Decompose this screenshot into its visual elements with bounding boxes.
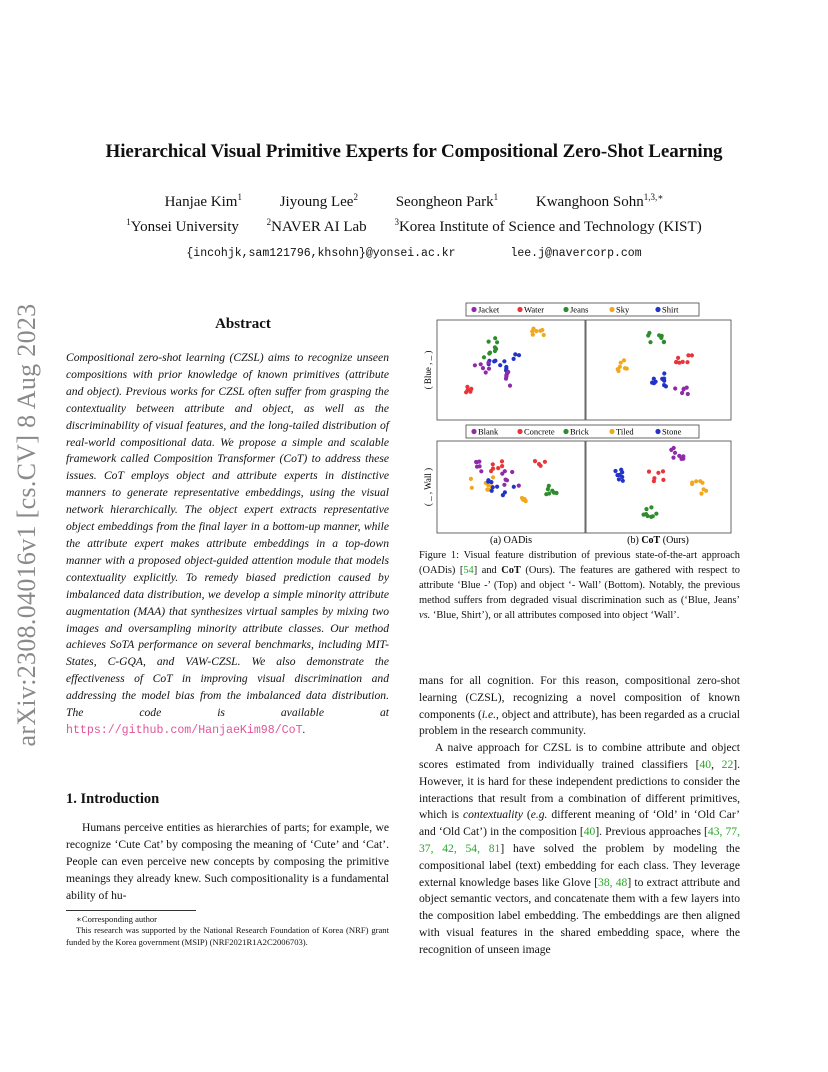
scatter-point [649,505,653,509]
scatter-point [491,485,495,489]
scatter-point [517,484,521,488]
scatter-point [486,483,490,487]
citation-40[interactable]: 40 [699,757,712,771]
scatter-point [491,475,495,479]
scatter-point [651,514,655,518]
scatter-point [676,356,680,360]
affiliation-list [0,219,828,236]
scatter-point [681,454,685,458]
panel-cot-bottom [586,441,731,533]
top-legend-marker-jeans [563,307,568,312]
footnote-corresponding: ∗Corresponding author [76,914,158,924]
scatter-point [493,345,497,349]
top-legend-marker-jacket [471,307,476,312]
scatter-point [487,340,491,344]
scatter-point [673,386,677,390]
email-naver: lee.j@navercorp.com [510,247,642,260]
scatter-point [677,361,681,365]
scatter-point [644,507,648,511]
paragraph-naive-approach: A naive approach for CZSL is to combine attribute and object scores estimated from individually trained classifiers [40, 22]. However, it is hard for these independent predictions to consider the interactions that result from a combination of different primitives, which is contextuality (e.g. different meaning of ‘Old’ in ‘Old Car’ and ‘Old Cat’) in the composition [40]. Previous approaches [43, 77, 37, 42, 54, 81] have solved the problem by modeling the compositional label (text) embedding for each class. They leverage external knowledge bases like Glove [38, 48] to extract attribute and object semantic vectors, and concatenate them with a few layers into the composition label embedding. The embeddings are then aligned with visual features in the shared embedding space, where the recognition of unseen image [419,741,741,956]
citation-40-b[interactable]: 40 [583,825,596,839]
scatter-point [495,340,499,344]
scatter-point [493,336,497,340]
scatter-point [702,487,706,491]
top-legend-marker-water [517,307,522,312]
scatter-point [662,379,666,383]
abstract-text: Compositional zero-shot learning (CZSL) aims to recognize unseen compositions with prior knowledge of known primitives (attribute and object). Previous works for CZSL often suffer from grasping the contextuality between attribute and object, as well as the discriminability of visual features, and the long-tailed distribution of real-world compositional data. We propose a simple and scalable framework called Composition Transformer (CoT) to address these issues. CoT employs object and attribute experts in distinctive manners to generate representative embeddings, using the visual network hierarchically. The object expert extracts representative object embeddings from the final layer in a bottom-up manner, while the attribute expert makes attribute embeddings in a top-down manner with a proposed object-guided attention module that models contextuality explicitly. To remedy biased prediction caused by imbalanced data distribution, we develop a simple minority attribute augmentation (MAA) that synthesizes virtual samples by mixing two images and oversampling minority attribute classes. Our method achieves SoTA performance on several benchmarks, including MIT-States, C-GQA, and VAW-CZSL. We also demonstrate the effectiveness of CoT in improving visual discrimination and addressing the model bias from the imbalanced data distribution. The code is available at [66,351,389,720]
author-list [0,194,828,211]
scatter-point [685,360,689,364]
citation-group-a[interactable]: 43, 77, 37, 42, 54, 81 [419,825,740,855]
bottom-legend-label-blank: Blank [478,426,499,437]
scatter-point [505,478,509,482]
scatter-point [621,479,625,483]
scatter-point [479,362,483,366]
author-1: Hanjae Kim$^1$ [164,192,242,210]
scatter-point [496,466,500,470]
citation-group-b[interactable]: 38, 48 [598,875,628,889]
arxiv-id: arXiv:2308.04016v1 [cs.CV] 8 Aug 2023 [12,303,41,747]
scatter-point [498,363,502,367]
email-list [0,247,828,260]
author-2: Jiyoung Lee$^2$ [279,192,358,210]
scatter-point [479,469,483,473]
footnote-funding: This research was supported by the National Research Foundation of Korea (NRF) grant funded by the Korea government (MSIP) (NRF2021R1A2C2006703). [66,925,389,947]
scatter-point [547,491,551,495]
top-legend-label-jeans: Jeans [570,304,589,315]
sublabel-cot: (b) CoT (Ours) [627,535,689,546]
scatter-point [500,464,504,468]
scatter-point [487,367,491,371]
scatter-point [664,384,668,388]
scatter-point [524,499,528,503]
top-legend-marker-shirt [655,307,660,312]
scatter-point [690,481,694,485]
scatter-point [533,459,537,463]
scatter-point [503,490,507,494]
scatter-point [512,485,516,489]
scatter-point [502,483,506,487]
affiliation-3: $^3$Korea Institute of Science and Technology (KIST) [394,217,702,235]
scatter-point [542,333,546,337]
figure-1 [422,298,740,550]
top-legend-label-water: Water [524,304,545,315]
scatter-point [489,469,493,473]
bottom-legend-marker-tiled [609,429,614,434]
scatter-point [662,340,666,344]
bottom-legend-marker-brick [563,429,568,434]
scatter-point [517,353,521,357]
top-legend-marker-sky [609,307,614,312]
panel-oadis-bottom [437,441,585,533]
scatter-point [661,469,665,473]
top-legend-label-sky: Sky [616,304,630,315]
ylabel-bottom: ( _ , Wall ) [423,467,433,507]
scatter-point [538,329,542,333]
scatter-point [699,492,703,496]
bottom-legend-label-brick: Brick [570,426,589,437]
scatter-point [486,361,490,365]
scatter-point [690,353,694,357]
scatter-point [500,459,504,463]
abstract-heading: Abstract [215,316,271,332]
scatter-point [493,359,497,363]
scatter-point [469,477,473,481]
code-link[interactable]: https://github.com/HanjaeKim98/CoT [66,723,303,737]
scatter-point [504,377,508,381]
bottom-legend-label-concrete: Concrete [524,426,555,437]
scatter-point [622,358,626,362]
scatter-point [644,512,648,516]
footnotes [66,914,389,948]
scatter-point [550,489,554,493]
scatter-point [652,479,656,483]
scatter-point [677,454,681,458]
scatter-point [686,392,690,396]
email-yonsei: {incohjk,sam121796,khsohn}@yonsei.ac.kr [186,247,456,260]
figure-1-caption: Figure 1: Visual feature distribution of previous state-of-the-art approach (OADis) [54] and CoT (Ours). The features are gathered with respect to attribute ‘Blue -’ (Top) and object ‘- Wall’ (Bottom). Notably, the previous method suffers from degraded visual discrimination such as (‘Blue, Jeans’ vs. ‘Blue, Shirt’), or all attributes composed into object ‘Wall’. [419,550,740,621]
scatter-point [470,486,474,490]
bottom-legend-marker-stone [655,429,660,434]
bottom-legend-marker-concrete [517,429,522,434]
scatter-point [669,448,673,452]
scatter-point [508,384,512,388]
scatter-point [613,469,617,473]
scatter-point [537,462,541,466]
scatter-point [659,336,663,340]
paper-title: Hierarchical Visual Primitive Experts for Compositional Zero-Shot Learning [105,141,723,162]
scatter-point [474,460,478,464]
scatter-point [469,387,473,391]
scatter-point [647,331,651,335]
scatter-point [481,366,485,370]
scatter-point [491,462,495,466]
scatter-point [478,464,482,468]
bottom-legend-label-tiled: Tiled [616,426,634,437]
scatter-point [648,340,652,344]
citation-54[interactable]: 54 [463,564,474,576]
paragraph-cognition: mans for all cognition. For this reason, compositional zero-shot learning (CZSL), recognizing a novel composition of known components (i.e., object and attribute), has been regarded as a crucial problem in the research community. [419,674,740,738]
citation-22[interactable]: 22 [721,757,734,771]
abstract-body: Compositional zero-shot learning (CZSL) aims to recognize unseen compositions with prior knowledge of known primitives (attribute and object). Previous works for CZSL often suffer from grasping the contextuality between attribute and object, as well as the discriminability of visual features, and the long-tailed distribution of real-world compositional data. We propose a simple and scalable framework called Composition Transformer (CoT) to address these issues. CoT employs object and attribute experts in distinctive manners to generate representative embeddings, using the visual network hierarchically. The object expert extracts representative object embeddings from the final layer in a bottom-up manner, while the attribute expert makes attribute embeddings in a top-down manner with a proposed object-guided attention module that models contextuality explicitly. To remedy biased prediction caused by imbalanced data distribution, we develop a simple minority attribute augmentation (MAA) that synthesizes virtual samples by mixing two images and oversampling minority attribute classes. Our method achieves SoTA performance on several benchmarks, including MIT-States, C-GQA, and VAW-CZSL. We also demonstrate the effectiveness of CoT in improving visual discrimination and addressing the model bias from the imbalanced data distribution. The code is available at https://github.com/HanjaeKim98/CoT. [66,351,389,737]
bottom-legend-marker-blank [471,429,476,434]
scatter-point [656,471,660,475]
top-legend-label-jacket: Jacket [478,304,500,315]
scatter-point [700,481,704,485]
scatter-point [503,469,507,473]
scatter-point [464,390,468,394]
scatter-point [485,488,489,492]
bottom-legend-label-stone: Stone [662,426,682,437]
scatter-point [554,491,558,495]
arxiv-watermark [12,290,52,760]
section-heading-introduction: 1. Introduction [66,791,160,807]
author-3: Seongheon Park$^1$ [395,192,499,210]
scatter-point [510,470,514,474]
scatter-point [543,460,547,464]
scatter-point [488,351,492,355]
scatter-point [618,473,622,477]
scatter-point [673,451,677,455]
scatter-point [661,478,665,482]
affiliation-2: $^2$NAVER AI Lab [266,217,367,235]
scatter-point [546,487,550,491]
sublabel-oadis: (a) OADis [490,535,532,546]
scatter-point [513,352,517,356]
author-4: Kwanghoon Sohn$^{1,3,∗}$ [535,192,664,210]
introduction-paragraph: Humans perceive entities as hierarchies of parts; for example, we recognize ‘Cute Cat’ by composing the meaning of ‘Cute’ and ‘Cat’. People can even perceive new concepts by composing the primitive meanings they already knew. Such compositionality is a fundamental ability of hu- [66,821,389,902]
scatter-point [484,370,488,374]
scatter-point [482,355,486,359]
ylabel-top: ( Blue , _ ) [423,350,433,390]
scatter-point [531,327,535,331]
scatter-point [680,391,684,395]
footnote-rule [66,910,196,911]
right-column-text [419,673,740,959]
scatter-point [685,386,689,390]
scatter-point [512,357,516,361]
panel-oadis-top [437,320,585,420]
scatter-point [489,480,493,484]
scatter-point [694,479,698,483]
scatter-point [654,512,658,516]
scatter-point [625,367,629,371]
scatter-point [662,371,666,375]
scatter-point [654,380,658,384]
top-legend-label-shirt: Shirt [662,304,679,315]
scatter-point [473,363,477,367]
scatter-point [671,456,675,460]
scatter-point [493,349,497,353]
scatter-point [495,485,499,489]
scatter-point [616,369,620,373]
scatter-point [647,470,651,474]
scatter-point [502,359,506,363]
affiliation-1: $^1$Yonsei University [126,217,239,235]
